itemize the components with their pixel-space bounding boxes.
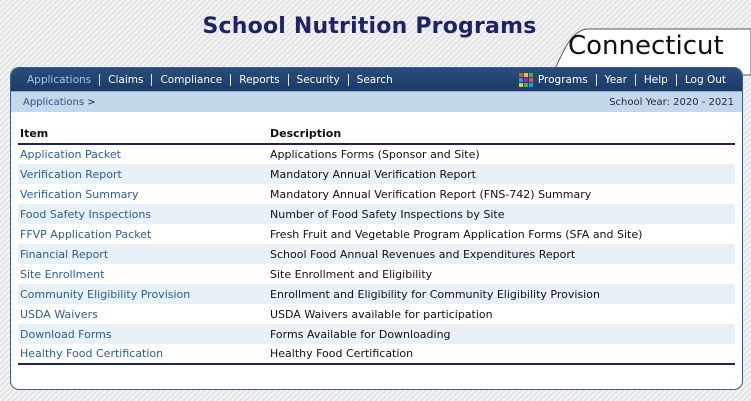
- table-item-link[interactable]: FFVP Application Packet: [20, 227, 152, 241]
- table-item-description: USDA Waivers available for participation: [270, 307, 493, 321]
- table-row: [18, 284, 735, 304]
- nav-reports[interactable]: Reports: [239, 73, 280, 86]
- applications-table: [18, 124, 735, 365]
- table-header-row: [18, 124, 735, 144]
- table-item-link[interactable]: Site Enrollment: [20, 267, 105, 281]
- nav-right-group: [511, 68, 734, 91]
- nav-security[interactable]: Security: [296, 73, 340, 86]
- table-item-link[interactable]: Verification Report: [18, 164, 268, 184]
- state-name: Connecticut: [568, 31, 724, 61]
- column-header-item: Item: [18, 124, 268, 144]
- table-item-link[interactable]: Community Eligibility Provision: [18, 284, 268, 304]
- table-row: [18, 144, 735, 164]
- table-item-link[interactable]: Download Forms: [18, 324, 268, 344]
- table-item-description: Applications Forms (Sponsor and Site): [270, 148, 480, 161]
- table-row: [18, 304, 735, 324]
- table-item-description: School Food Annual Revenues and Expenditures Report: [268, 244, 735, 264]
- nav-help[interactable]: Help: [643, 73, 668, 86]
- table-item-link[interactable]: Food Safety Inspections: [18, 204, 268, 224]
- nav-programs[interactable]: [511, 73, 596, 87]
- nav-compliance[interactable]: Compliance: [160, 73, 223, 86]
- table-row: [18, 264, 735, 284]
- nav-year[interactable]: Year: [604, 73, 627, 86]
- table-item-description: Enrollment and Eligibility for Community Eligibility Provision: [268, 284, 735, 304]
- nav-search[interactable]: Search: [356, 73, 393, 86]
- table-row: [18, 324, 735, 344]
- table-item-link[interactable]: Financial Report: [18, 244, 268, 264]
- breadcrumb: [11, 91, 742, 112]
- table-item-description: Fresh Fruit and Vegetable Program Application Forms (SFA and Site): [270, 227, 643, 241]
- breadcrumb-separator: >: [87, 96, 96, 108]
- table-item-link[interactable]: Verification Summary: [20, 187, 139, 201]
- nav-programs-label: Programs: [537, 73, 588, 86]
- table-item-link[interactable]: Healthy Food Certification: [18, 344, 268, 364]
- table-item-link[interactable]: Application Packet: [20, 148, 121, 161]
- table-item-description: Mandatory Annual Verification Report (FNS-742) Summary: [270, 187, 592, 201]
- table-row: [18, 224, 735, 244]
- page-title: School Nutrition Programs: [202, 14, 537, 39]
- programs-grid-icon: [519, 73, 533, 87]
- table-item-description: Number of Food Safety Inspections by Site: [268, 204, 735, 224]
- table-item-description: Mandatory Annual Verification Report: [268, 164, 735, 184]
- nav-applications[interactable]: Applications: [27, 73, 92, 86]
- table-row: [18, 204, 735, 224]
- table-row: [18, 344, 735, 364]
- nav-claims[interactable]: Claims: [108, 73, 144, 86]
- table-row: [18, 244, 735, 264]
- school-year: School Year: 2020 - 2021: [609, 96, 734, 108]
- table-item-description: Site Enrollment and Eligibility: [270, 267, 433, 281]
- column-header-description: Description: [268, 124, 735, 144]
- table-item-description: Forms Available for Downloading: [268, 324, 735, 344]
- nav-bar: [11, 68, 742, 91]
- breadcrumb-trail: [23, 97, 96, 108]
- main-panel: [10, 67, 743, 390]
- table-row: [18, 164, 735, 184]
- nav-logout[interactable]: Log Out: [684, 73, 726, 86]
- table-item-description: Healthy Food Certification: [268, 344, 735, 364]
- table-row: [18, 184, 735, 204]
- breadcrumb-applications[interactable]: Applications: [23, 96, 85, 108]
- table-item-link[interactable]: USDA Waivers: [20, 307, 98, 321]
